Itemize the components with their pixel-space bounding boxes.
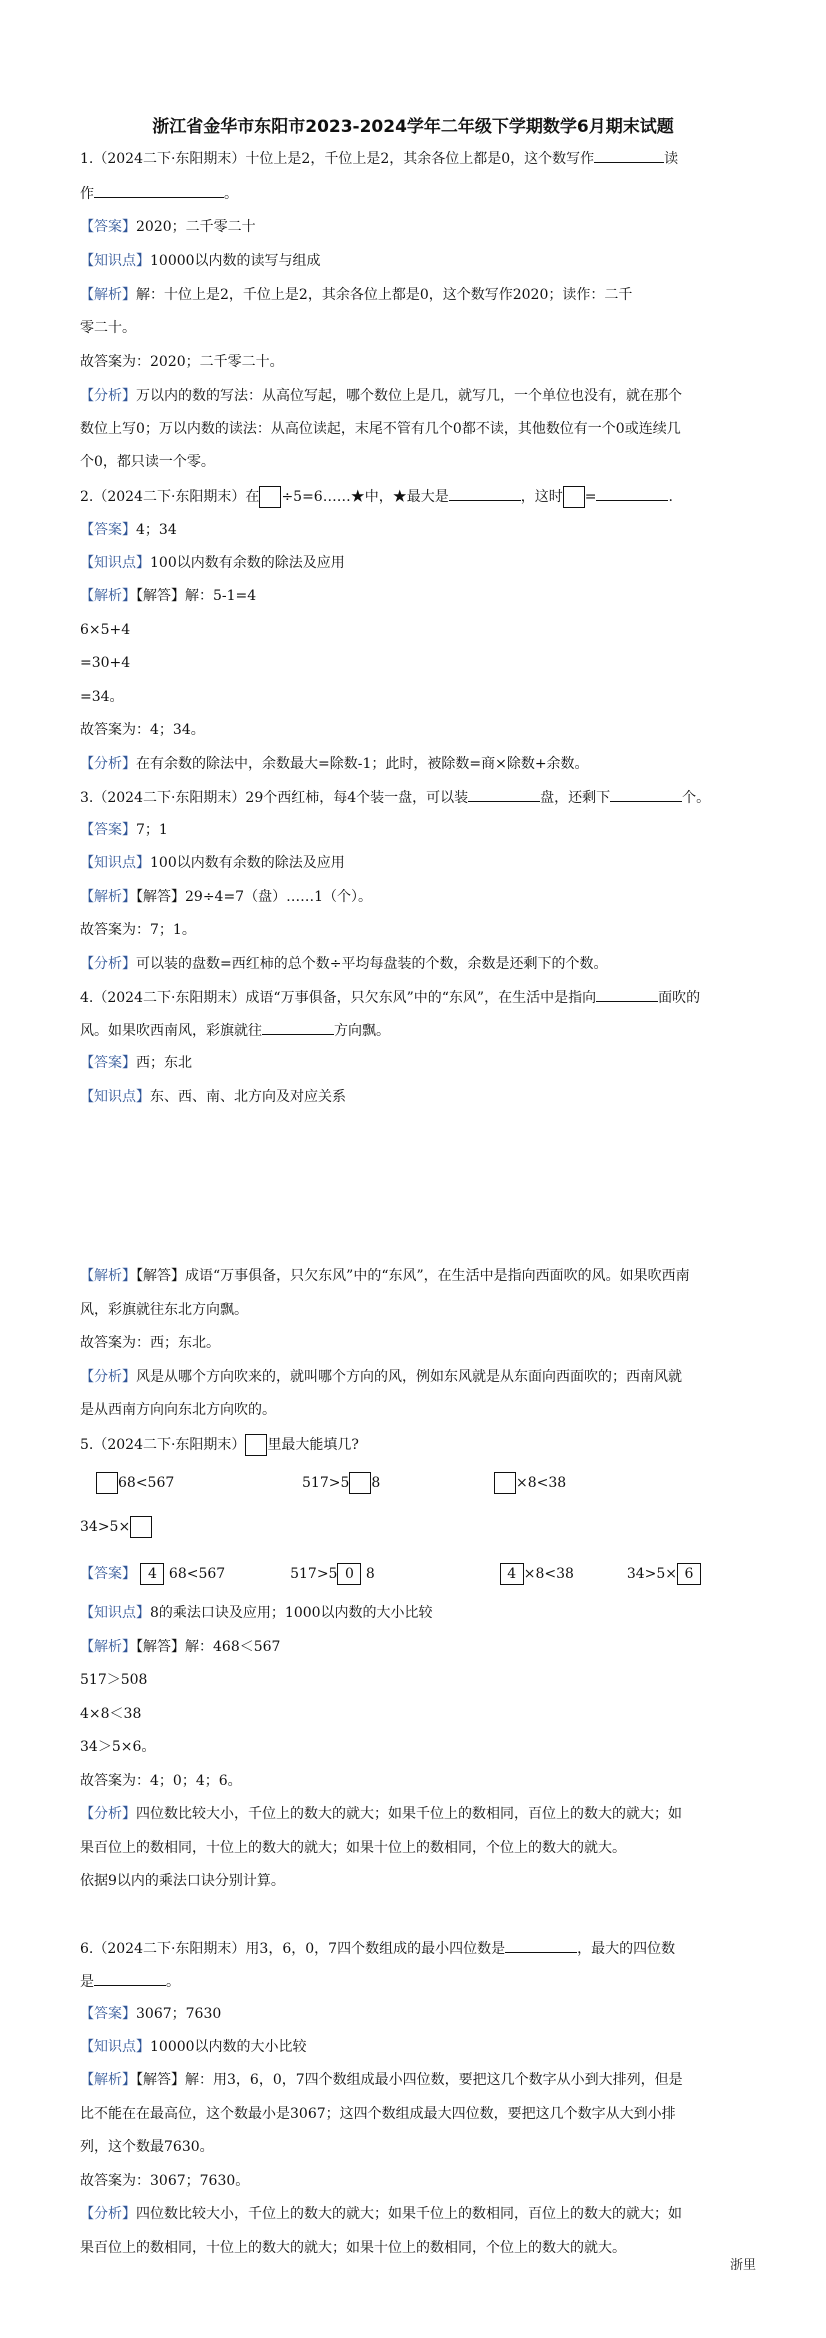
q6-answer: 【答案】3067；7630 <box>80 2006 222 2022</box>
page-title: 浙江省金华市东阳市2023-2024学年二年级下学期数学6月期末试题 <box>152 117 674 137</box>
q6-stem-line2: 是 。 <box>80 1971 180 1992</box>
q5-problem-2: 517>5 8 <box>302 1472 380 1494</box>
q4-conclusion: 故答案为：西；东北。 <box>80 1335 220 1351</box>
q3-knowledge: 【知识点】100以内数有余数的除法及应用 <box>80 855 345 871</box>
answer-blank <box>449 486 521 501</box>
q2-calc-line2: =30+4 <box>80 655 131 671</box>
q5-summary-line2: 果百位上的数相同，十位上的数大的就大；如果十位上的数相同，个位上的数大的就大。 <box>80 1840 626 1856</box>
answer-blank <box>505 1938 577 1953</box>
q4-stem-line1: 4.（2024二下·东阳期末）成语“万事俱备，只欠东风”中的“东风”，在生活中是指向 面吹的 <box>80 987 700 1008</box>
answer-box-filled: 4 <box>140 1563 164 1585</box>
q6-summary-line2: 果百位上的数相同，十位上的数大的就大；如果十位上的数相同，个位上的数大的就大。 <box>80 2240 626 2256</box>
answer-box-filled: 0 <box>337 1563 361 1585</box>
answer-blank <box>94 1971 166 1986</box>
q4-answer: 【答案】西；东北 <box>80 1055 192 1071</box>
q4-summary-line1: 【分析】风是从哪个方向吹来的，就叫哪个方向的风，例如东风就是从东面向西面吹的；西南风就 <box>80 1369 682 1385</box>
q5-knowledge: 【知识点】8的乘法口诀及应用；1000以内数的大小比较 <box>80 1605 433 1621</box>
answer-blank <box>596 987 658 1002</box>
q6-stem-line1: 6.（2024二下·东阳期末）用3，6，0，7四个数组成的最小四位数是 ，最大的四位数 <box>80 1938 675 1959</box>
q6-summary-line1: 【分析】四位数比较大小，千位上的数大的就大；如果千位上的数相同，百位上的数大的就大；如 <box>80 2206 682 2222</box>
q1-summary-line2: 数位上写0；万以内数的读法：从高位读起，末尾不管有几个0都不读，其他数位有一个0或连续几 <box>80 421 681 437</box>
q5-stem: 5.（2024二下·东阳期末） 里最大能填几? <box>80 1434 359 1456</box>
q3-answer: 【答案】7；1 <box>80 822 168 838</box>
q5-problem-1: 68<567 <box>96 1472 174 1494</box>
q1-summary-line1: 【分析】万以内的数的写法：从高位写起，哪个数位上是几，就写几，一个单位也没有，就在那个 <box>80 388 682 404</box>
q5-conclusion: 故答案为：4；0；4；6。 <box>80 1773 242 1789</box>
answer-box <box>245 1434 267 1456</box>
q2-calc-line1: 6×5+4 <box>80 622 131 638</box>
q1-stem-line1: 1.（2024二下·东阳期末）十位上是2，千位上是2，其余各位上都是0，这个数写作 读 <box>80 148 678 169</box>
answer-box <box>259 486 281 508</box>
answer-box <box>130 1516 152 1538</box>
q5-calc-line1: 517＞508 <box>80 1672 148 1688</box>
q6-conclusion: 故答案为：3067；7630。 <box>80 2173 250 2189</box>
q5-problem-4: 34>5× <box>80 1516 152 1538</box>
q2-conclusion: 故答案为：4；34。 <box>80 722 205 738</box>
q5-calc-line2: 4×8＜38 <box>80 1706 142 1722</box>
answer-blank <box>594 148 664 163</box>
q5-summary-line3: 依据9以内的乘法口诀分别计算。 <box>80 1873 285 1889</box>
q4-summary-line2: 是从西南方向向东北方向吹的。 <box>80 1402 276 1418</box>
q1-analysis-line1: 【解析】解：十位上是2，千位上是2，其余各位上都是0，这个数写作2020；读作：二千 <box>80 287 633 303</box>
answer-blank <box>94 183 224 198</box>
answer-blank <box>262 1020 334 1035</box>
answer-blank <box>468 787 540 802</box>
q1-stem-line2: 作 。 <box>80 183 238 204</box>
page-footer: 浙里 <box>729 2258 756 2273</box>
q2-analysis: 【解析】【解答】解：5-1=4 <box>80 588 257 604</box>
q3-summary: 【分析】可以装的盘数=西红柿的总个数÷平均每盘装的个数，余数是还剩下的个数。 <box>80 956 608 972</box>
q3-analysis: 【解析】【解答】29÷4=7（盘）……1（个）。 <box>80 889 372 905</box>
q1-conclusion: 故答案为：2020；二千零二十。 <box>80 354 284 370</box>
answer-box-filled: 6 <box>677 1563 701 1585</box>
q6-analysis-line3: 列，这个数最7630。 <box>80 2139 214 2155</box>
q1-summary-line3: 个0，都只读一个零。 <box>80 454 215 470</box>
q4-analysis-line2: 风，彩旗就往东北方向飘。 <box>80 1302 248 1318</box>
q5-summary-line1: 【分析】四位数比较大小，千位上的数大的就大；如果千位上的数相同，百位上的数大的就大；如 <box>80 1806 682 1822</box>
q5-answer: 【答案】 4 68<567 517>5 0 8 4 ×8<38 34>5× 6 <box>80 1563 701 1585</box>
q2-stem: 2.（2024二下·东阳期末）在 ÷5=6……★中，★最大是 ，这时 = . <box>80 486 673 508</box>
q1-analysis-line2: 零二十。 <box>80 320 136 336</box>
q6-analysis-line2: 比不能在在最高位，这个数最小是3067；这四个数组成最大四位数，要把这几个数字从大到小排 <box>80 2106 676 2122</box>
q4-analysis-line1: 【解析】【解答】成语“万事俱备，只欠东风”中的“东风”，在生活中是指向西面吹的风。如果吹西南 <box>80 1268 690 1284</box>
q6-analysis-line1: 【解析】【解答】解：用3，6，0，7四个数组成最小四位数，要把这几个数字从小到大排列，但是 <box>80 2072 683 2088</box>
answer-blank <box>610 787 682 802</box>
q2-answer: 【答案】4；34 <box>80 522 177 538</box>
answer-box <box>563 486 585 508</box>
q3-conclusion: 故答案为：7；1。 <box>80 922 196 938</box>
answer-box <box>494 1472 516 1494</box>
q6-knowledge: 【知识点】10000以内数的大小比较 <box>80 2039 307 2055</box>
q4-stem-line2: 风。如果吹西南风，彩旗就往 方向飘。 <box>80 1020 390 1041</box>
q2-knowledge: 【知识点】100以内数有余数的除法及应用 <box>80 555 345 571</box>
answer-box <box>96 1472 118 1494</box>
q2-calc-line3: =34。 <box>80 689 124 705</box>
q5-analysis: 【解析】【解答】解：468＜567 <box>80 1639 281 1655</box>
q2-summary: 【分析】在有余数的除法中，余数最大=除数-1；此时，被除数=商×除数+余数。 <box>80 756 589 772</box>
q3-stem: 3.（2024二下·东阳期末）29个西红柿，每4个装一盘，可以装 盘，还剩下 个。 <box>80 787 710 808</box>
q4-knowledge: 【知识点】东、西、南、北方向及对应关系 <box>80 1089 346 1105</box>
answer-blank <box>596 486 668 501</box>
q1-answer: 【答案】2020；二千零二十 <box>80 219 256 235</box>
q1-knowledge: 【知识点】10000以内数的读写与组成 <box>80 253 321 269</box>
q5-calc-line3: 34＞5×6。 <box>80 1739 156 1755</box>
q5-problem-3: ×8<38 <box>494 1472 566 1494</box>
answer-box-filled: 4 <box>500 1563 524 1585</box>
answer-box <box>349 1472 371 1494</box>
